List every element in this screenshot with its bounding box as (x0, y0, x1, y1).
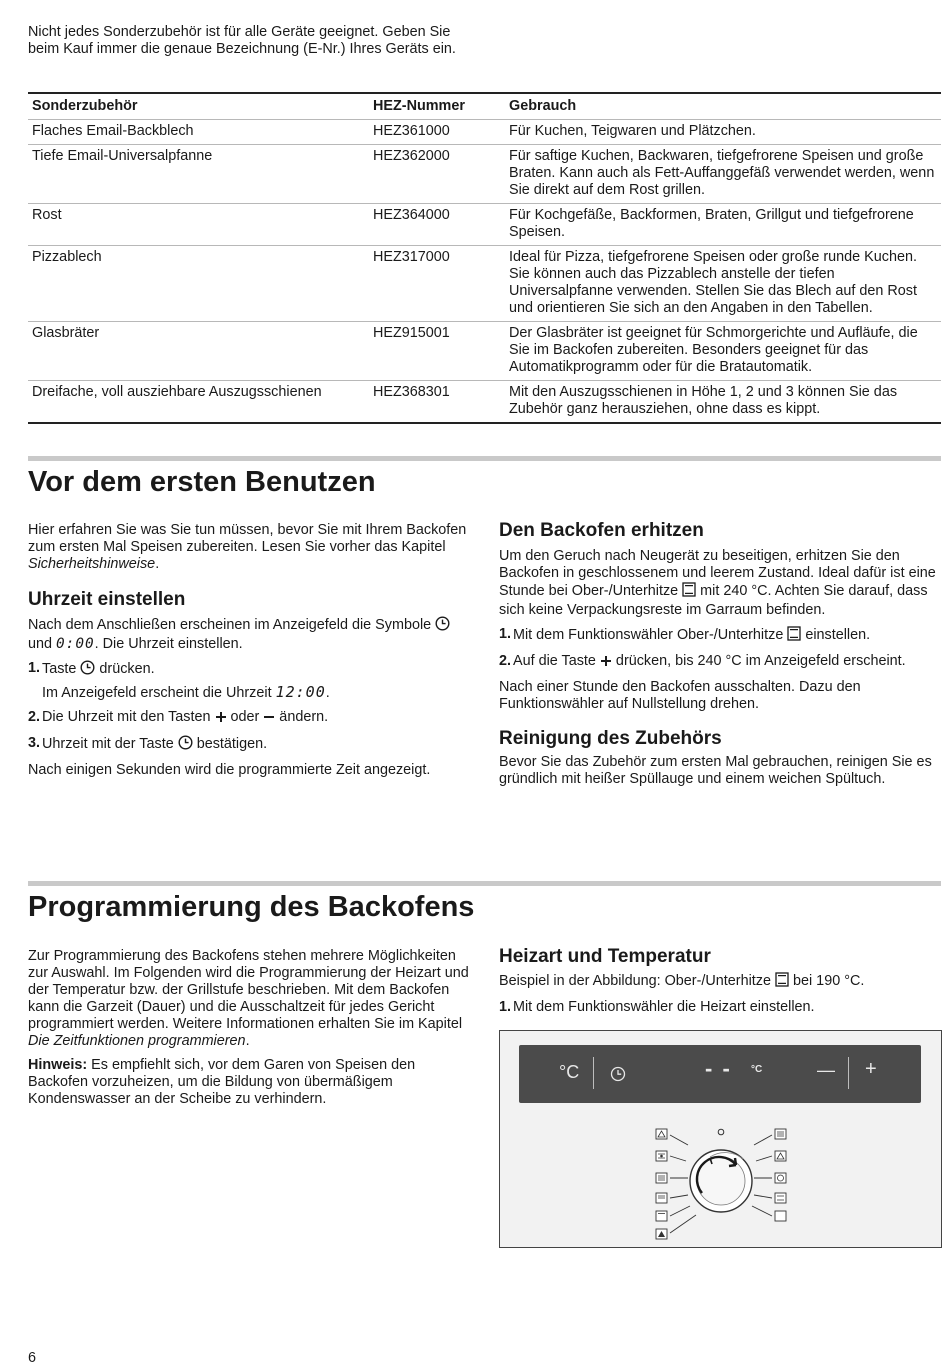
mode-icon-left-3 (656, 1173, 667, 1183)
plus-icon (215, 711, 227, 728)
clean-accessories-text: Bevor Sie das Zubehör zum ersten Mal gebrauchen, reinigen Sie es gründlich mit heißer Spüllauge und einem weichen Spültuch. (499, 754, 932, 787)
mode-icon-right-1 (775, 1129, 786, 1139)
plus-button[interactable]: + (865, 1058, 877, 1080)
oven-panel-illustration (499, 1030, 942, 1248)
section-title-first-use: Vor dem ersten Benutzen (28, 466, 376, 498)
accessory-number: HEZ915001 (369, 322, 505, 381)
accessory-usage: Mit den Auszugsschienen in Höhe 1, 2 und 3 können Sie das Zubehör ganz herausziehen, ohne dass es kippt. (505, 381, 941, 424)
accessory-usage: Für Kuchen, Teigwaren und Plätzchen. (505, 120, 941, 145)
heat-oven-text: Um den Geruch nach Neugerät zu beseitigen, erhitzen Sie den Backofen in geschlossenem und leerem Zustand. Ideal dafür ist eine Stunde bei Ober-/Unterhitze mit 240 °C. Achten Sie darauf, dass sich keine Verpackungsreste im Garraum befinden. (499, 548, 936, 618)
panel-divider (848, 1057, 849, 1089)
heating-type-example: Beispiel in der Abbildung: Ober-/Unterhitze bei 190 °C. (499, 972, 941, 992)
plus-icon (600, 655, 612, 672)
top-bottom-heat-icon (682, 582, 696, 602)
heating-type-steps (499, 999, 941, 1016)
accessory-name: Dreifache, voll ausziehbare Auszugsschienen (28, 381, 369, 424)
temperature-button[interactable]: °C (559, 1062, 580, 1082)
table-row (28, 322, 941, 381)
accessory-name: Rost (28, 204, 369, 246)
first-use-intro: Hier erfahren Sie was Sie tun müssen, bevor Sie mit Ihrem Backofen zum ersten Mal Speisen zubereiten. Lesen Sie vorher das Kapitel Sicherheitshinweise. (28, 522, 467, 572)
mode-icon-left-1 (656, 1129, 667, 1139)
accessory-usage: Der Glasbräter ist geeignet für Schmorgerichte und Aufläufe, die Sie im Backofen zubereiten. Besonders geeignet für das Automatikprogramm oder für die Bratautomatik. (505, 322, 941, 381)
clock-icon (80, 660, 95, 680)
first-use-left-column (28, 522, 476, 779)
heating-type-heading: Heizart und Temperatur (499, 946, 711, 967)
header-sonderzubehoer: Sonderzubehör (28, 93, 369, 120)
header-gebrauch: Gebrauch (505, 93, 941, 120)
list-item: 2. Die Uhrzeit mit den Tasten oder ändern. (28, 709, 476, 728)
mode-icon-left-5 (656, 1211, 667, 1221)
section-title-programming: Programmierung des Backofens (28, 891, 475, 923)
programming-left-column (28, 948, 473, 1108)
minus-icon (263, 711, 275, 728)
top-bottom-heat-icon (787, 626, 801, 646)
accessory-name: Tiefe Email-Universalpfanne (28, 145, 369, 204)
heat-oven-outro: Nach einer Stunde den Backofen ausschalten. Dazu den Funktionswähler auf Nullstellung drehen. (499, 679, 861, 712)
clean-accessories-heading: Reinigung des Zubehörs (499, 728, 722, 749)
accessory-usage: Für Kochgefäße, Backformen, Braten, Grillgut und tiefgefrorene Speisen. (505, 204, 941, 246)
mode-icon-left-6 (656, 1229, 667, 1239)
hint-label: Hinweis: (28, 1057, 88, 1073)
table-row (28, 381, 941, 424)
clock-steps (28, 660, 476, 755)
accessory-usage: Für saftige Kuchen, Backwaren, tiefgefrorene Speisen und große Braten. Kann auch als Fett-Auffanggefäß verwendet werden, wenn Sie direkt auf dem Rost grillen. (505, 145, 941, 204)
clock-icon (178, 735, 193, 755)
programming-right-column (499, 946, 941, 1016)
accessory-name: Flaches Email-Backblech (28, 120, 369, 145)
page-number: 6 (28, 1350, 37, 1366)
accessory-name: Pizzablech (28, 246, 369, 322)
table-row (28, 145, 941, 204)
first-use-right-column (499, 520, 941, 788)
mode-icon-right-2 (775, 1151, 786, 1161)
clock-heading: Uhrzeit einstellen (28, 589, 186, 610)
table-row (28, 204, 941, 246)
table-row (28, 246, 941, 322)
list-item: 1. Mit dem Funktionswähler die Heizart einstellen. (499, 999, 815, 1015)
heat-oven-heading: Den Backofen erhitzen (499, 520, 704, 541)
time-functions-chapter-ref: Die Zeitfunktionen programmieren (28, 1033, 246, 1049)
list-item: 1. Mit dem Funktionswähler Ober-/Unterhitze einstellen. (499, 626, 941, 646)
clock-icon (610, 1066, 626, 1082)
mode-icon-right-3 (775, 1173, 786, 1183)
list-item: 2. Auf die Taste drücken, bis 240 °C im Anzeigefeld erscheint. (499, 653, 941, 672)
list-item: 1. Taste drücken. Im Anzeigefeld erscheint die Uhrzeit 12:00. (28, 660, 330, 701)
accessories-table (28, 92, 941, 424)
mode-icon-left-2 (656, 1151, 667, 1161)
accessory-name: Glasbräter (28, 322, 369, 381)
accessory-number: HEZ361000 (369, 120, 505, 145)
display-dashes: - - (705, 1056, 732, 1081)
mode-icon-right-5 (775, 1211, 786, 1221)
section-divider (28, 456, 941, 461)
header-hez-nummer: HEZ-Nummer (369, 93, 505, 120)
accessory-number: HEZ317000 (369, 246, 505, 322)
section-divider (28, 881, 941, 886)
accessory-usage: Ideal für Pizza, tiefgefrorene Speisen oder große runde Kuchen. Sie können auch das Pizzablech anstelle der tiefen Universalpfanne verwenden. Stellen Sie das Blech auf den Rost und orientieren Sie sich an den Angaben in den Tabellen. (505, 246, 941, 322)
lcd-zero-time: 0:00 (56, 636, 95, 652)
table-row (28, 120, 941, 145)
panel-divider (593, 1057, 594, 1089)
clock-icon (435, 616, 450, 636)
programming-hint: Hinweis: Es empfiehlt sich, vor dem Garen von Speisen den Backofen vorzuheizen, um die Bildung von übermäßigem Kondenswasser an der Scheibe zu verhindern. (28, 1057, 416, 1107)
safety-chapter-ref: Sicherheitshinweise (28, 556, 156, 572)
accessory-number: HEZ368301 (369, 381, 505, 424)
function-selector-knob (690, 1150, 752, 1212)
display-unit: °C (751, 1064, 763, 1075)
intro-text: Nicht jedes Sonderzubehör ist für alle Geräte geeignet. Geben Sie beim Kauf immer die genaue Bezeichnung (E-Nr.) Ihres Geräts ein. (28, 24, 456, 57)
mode-icon-right-4 (775, 1193, 786, 1203)
clock-outro: Nach einigen Sekunden wird die programmierte Zeit angezeigt. (28, 762, 431, 778)
accessory-number: HEZ362000 (369, 145, 505, 204)
function-selector-area (500, 1111, 941, 1247)
table-header-row (28, 93, 941, 120)
zero-position-marker (718, 1129, 724, 1135)
mode-icon-left-4 (656, 1193, 667, 1203)
lcd-display-time: 12:00 (275, 683, 326, 701)
top-bottom-heat-icon (775, 972, 789, 992)
list-item: 3. Uhrzeit mit der Taste bestätigen. (28, 735, 476, 755)
minus-button[interactable]: — (817, 1060, 835, 1080)
heat-oven-steps (499, 626, 941, 672)
programming-intro: Zur Programmierung des Backofens stehen mehrere Möglichkeiten zur Auswahl. Im Folgenden wird die Programmierung der Heizart und der Temperatur bzw. der Grillstufe beschrieben. Mit dem Backofen kann die Garzeit (Dauer) und die Ausschaltzeit für jedes Gericht programmiert werden. Weitere Informationen erhalten Sie im Kapitel Die Zeitfunktionen programmieren. (28, 948, 469, 1049)
oven-control-panel (519, 1045, 921, 1103)
clock-button[interactable] (610, 1066, 626, 1087)
accessory-number: HEZ364000 (369, 204, 505, 246)
clock-intro: Nach dem Anschließen erscheinen im Anzeigefeld die Symbole und 0:00. Die Uhrzeit einstellen. (28, 616, 476, 653)
